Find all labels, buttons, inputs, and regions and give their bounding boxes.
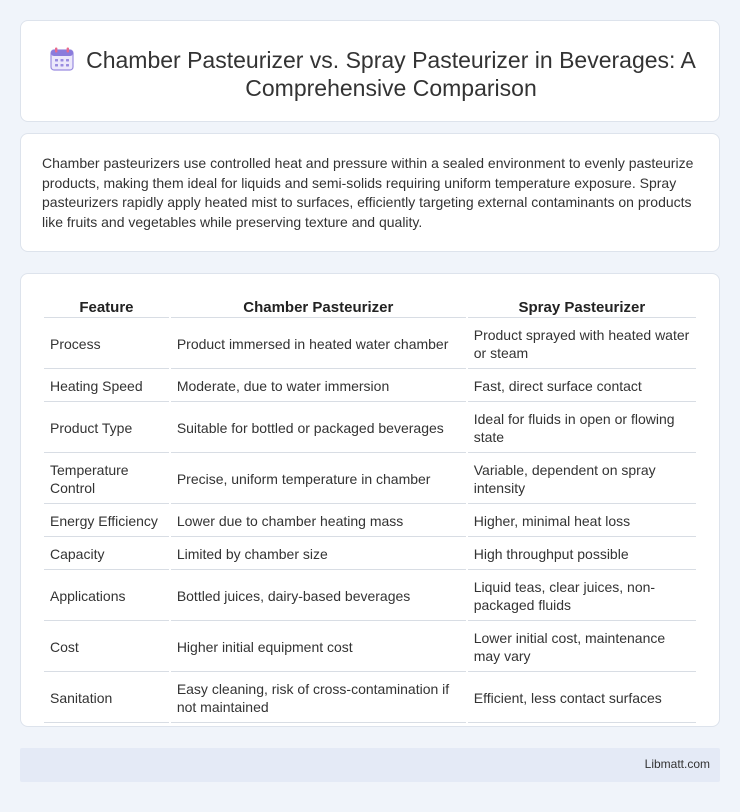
title-card [20,20,720,122]
spray-cell: Product sprayed with heated water or steam [468,320,696,369]
summary-text: Chamber pasteurizers use controlled heat and pressure within a sealed environment to evenly pasteurize products, making them ideal for liquids and semi-solids requiring uniform temperature exposure. Spray pasteurizers rapidly apply heated mist to surfaces, efficiently targeting external contaminants on products like fruits and vegetables while preserving texture and quality. [42,155,694,230]
feature-cell: Process [44,320,169,369]
chamber-cell: Higher initial equipment cost [171,623,466,672]
chamber-cell: Limited by chamber size [171,539,466,570]
feature-cell: Sanitation [44,674,169,723]
table-row [44,320,696,369]
table-header-row [44,298,696,318]
table-row [44,674,696,723]
header-spray: Spray Pasteurizer [468,298,696,318]
chamber-cell: Easy cleaning, risk of cross-contamination if not maintained [171,674,466,723]
feature-cell: Capacity [44,539,169,570]
table-row [44,572,696,621]
table-row [44,371,696,402]
table-row [44,623,696,672]
chamber-cell: Moderate, due to water immersion [171,371,466,402]
feature-cell: Heating Speed [44,371,169,402]
table-row [44,506,696,537]
spray-cell: Ideal for fluids in open or flowing state [468,404,696,453]
spray-cell: Fast, direct surface contact [468,371,696,402]
feature-cell: Product Type [44,404,169,453]
header-feature: Feature [44,298,169,318]
chamber-cell: Product immersed in heated water chamber [171,320,466,369]
footer [20,748,720,782]
spray-cell: Higher, minimal heat loss [468,506,696,537]
summary-card [20,133,720,252]
spray-cell: Variable, dependent on spray intensity [468,455,696,504]
chamber-cell: Suitable for bottled or packaged beverages [171,404,466,453]
spray-cell: Efficient, less contact surfaces [468,674,696,723]
spray-cell: Lower initial cost, maintenance may vary [468,623,696,672]
footer-brand-link[interactable]: Libmatt.com [644,757,710,771]
feature-cell: Energy Efficiency [44,506,169,537]
feature-cell: Applications [44,572,169,621]
chamber-cell: Lower due to chamber heating mass [171,506,466,537]
comparison-card [20,273,720,727]
page-title: Chamber Pasteurizer vs. Spray Pasteurizer in Beverages: A Comprehensive Comparison [86,47,696,101]
comparison-table [42,296,698,725]
table-row [44,539,696,570]
spray-cell: High throughput possible [468,539,696,570]
feature-cell: Temperature Control [44,455,169,504]
chamber-cell: Precise, uniform temperature in chamber [171,455,466,504]
spray-cell: Liquid teas, clear juices, non-packaged fluids [468,572,696,621]
header-chamber: Chamber Pasteurizer [171,298,466,318]
table-row [44,455,696,504]
table-row [44,404,696,453]
chamber-cell: Bottled juices, dairy-based beverages [171,572,466,621]
feature-cell: Cost [44,623,169,672]
